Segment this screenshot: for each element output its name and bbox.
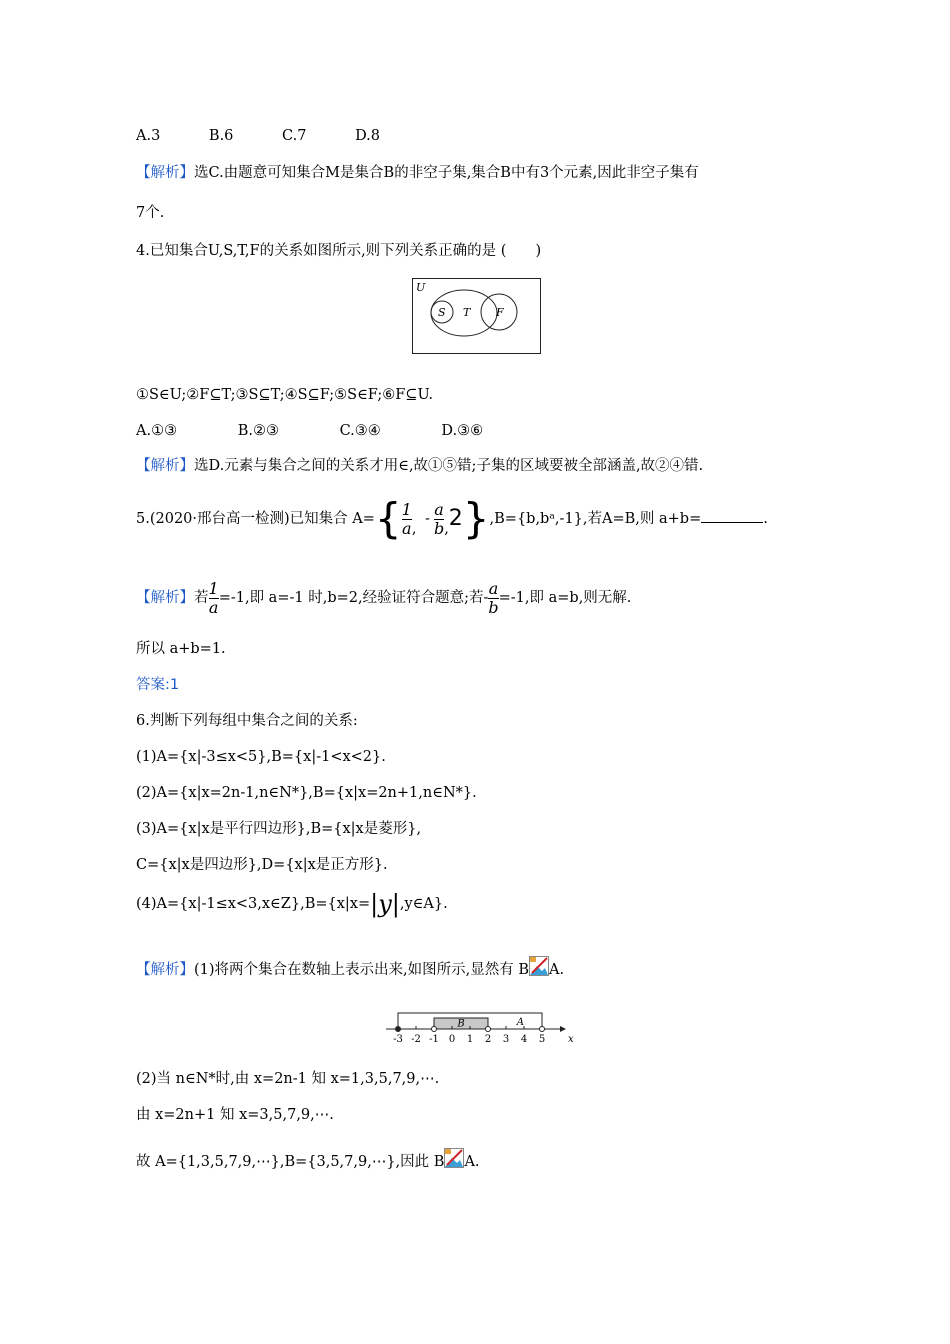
tick-label: 3 [502,1034,510,1045]
tick-label: 2 [484,1034,492,1045]
set-element-2: 2 [448,506,463,531]
q6-analysis1-text: (1)将两个集合在数轴上表示出来,如图所示,显然有 B [194,962,530,978]
venn-u-label: U [416,281,426,294]
q3-option-c: C.7 [282,128,307,144]
endpoint-marker [486,1027,491,1032]
q3-options [136,126,424,146]
q5-stem-suffix: ,B={b,bᵃ,-1},若A=B,则 a+b= [489,511,702,527]
q5-frac-1-over-a-analysis [209,580,219,617]
venn-s-label: S [438,306,446,319]
q6-analysis-3: 由 x=2n+1 知 x=3,5,7,9,⋯. [136,1107,334,1123]
frac-num: 1 [401,499,412,519]
q3-analysis-cont: 7个. [136,205,165,221]
right-brace: } [462,494,490,543]
q5-analysis [136,578,631,618]
venn-diagram [412,278,542,355]
q6-analysis1-suffix: A. [549,962,565,978]
q4-options [136,421,527,441]
axis-label-x: x [568,1034,574,1045]
q4-option-a: A.①③ [136,423,178,439]
endpoint-marker [396,1027,401,1032]
q4-option-d: D.③⑥ [441,423,484,439]
q5-stem [136,494,768,551]
proper-subset-image-icon [444,1148,464,1168]
q5-analysis-part2: =-1,即 a=-1 时,b=2,经验证符合题意;若- [218,590,489,606]
q6-stem: 6.判断下列每组中集合之间的关系: [136,713,358,729]
q6-analysis-4 [136,1148,480,1172]
x-axis-arrow [560,1026,566,1032]
q4-analysis-text: 选D.元素与集合之间的关系才用∈,故①⑤错;子集的区域要被全部涵盖,故②④错. [194,458,704,474]
q5-frac-a-over-b [434,501,444,538]
q6-part-1: (1)A={x|-3≤x<5},B={x|-1<x<2}. [136,749,386,765]
tick-label: -2 [411,1034,421,1045]
q5-frac-a-over-b-analysis [488,580,498,617]
minus-sign: - [425,511,430,527]
q6-part-3b: C={x|x是四边形},D={x|x是正方形}. [136,857,388,873]
q3-analysis-text: 选C.由题意可知集合M是集合B的非空子集,集合B中有3个元素,因此非空子集有 [194,165,699,181]
tick-label: 0 [448,1034,456,1045]
tick-label: 5 [538,1034,546,1045]
q5-conclusion: 所以 a+b=1. [136,641,226,657]
analysis-tag: 【解析】 [136,458,194,474]
venn-f-label: F [496,306,504,319]
tick-label: -1 [429,1034,439,1045]
comma: , [411,521,417,537]
q4-option-b: B.②③ [237,423,279,439]
analysis-tag: 【解析】 [136,962,194,978]
q6-part-4 [136,890,448,918]
tick-label: 4 [520,1034,528,1045]
frac-den: a [401,518,412,538]
frac-den: b [433,518,445,538]
q4-analysis [136,456,703,476]
period: . [763,511,768,527]
q6-analysis4-suffix: A. [464,1154,480,1170]
endpoint-marker [540,1027,545,1032]
q3-option-a: A.3 [136,128,161,144]
q5-analysis-part1: 若 [194,590,209,606]
q6-analysis-1 [136,956,564,980]
tick-label: 1 [466,1034,474,1045]
answer-blank[interactable] [701,508,763,523]
q4-stem: 4.已知集合U,S,T,F的关系如图所示,则下列关系正确的是 ( ) [136,243,542,259]
q6-analysis-2: (2)当 n∈N*时,由 x=2n-1 知 x=1,3,5,7,9,⋯. [136,1071,440,1087]
q6-part-2: (2)A={x|x=2n-1,n∈N*},B={x|x=2n+1,n∈N*}. [136,785,477,801]
q3-option-b: B.6 [208,128,234,144]
frac-num: 1 [208,578,219,598]
frac-num: a [434,499,444,519]
q6-part4-suffix: ,y∈A}. [399,896,448,912]
q4-option-c: C.③④ [339,423,381,439]
q5-analysis-part3: =-1,即 a=b,则无解. [498,590,632,606]
q6-analysis4-text: 故 A={1,3,5,7,9,⋯},B={3,5,7,9,⋯},因此 B [136,1154,445,1170]
comma: , [444,521,449,537]
number-line [384,1005,574,1047]
frac-num: a [488,578,499,598]
proper-subset-image-icon [529,956,549,976]
q6-part-3a: (3)A={x|x是平行四边形},B={x|x是菱形}, [136,821,422,837]
q5-frac-1-over-a [402,501,412,538]
set-b-label: B [457,1018,465,1030]
q5-answer: 答案:1 [136,677,180,693]
venn-t-label: T [463,306,471,319]
analysis-tag: 【解析】 [136,590,194,606]
q3-option-d: D.8 [355,128,381,144]
left-brace: { [374,494,402,543]
q4-statements: ①S∈U;②F⊆T;③S⊆T;④S⊆F;⑤S∈F;⑥F⊆U. [136,387,433,403]
tick-label: -3 [393,1034,403,1045]
endpoint-marker [432,1027,437,1032]
q5-stem-prefix: 5.(2020·邢台高一检测)已知集合 A= [136,511,375,527]
set-a-label: A [516,1017,525,1028]
analysis-tag: 【解析】 [136,165,194,181]
frac-den: a [208,597,219,617]
q6-part4-prefix: (4)A={x|-1≤x<3,x∈Z},B={x|x= [136,896,371,912]
frac-den: b [488,597,499,617]
abs-y: |y| [370,890,400,918]
q3-analysis [136,163,699,183]
